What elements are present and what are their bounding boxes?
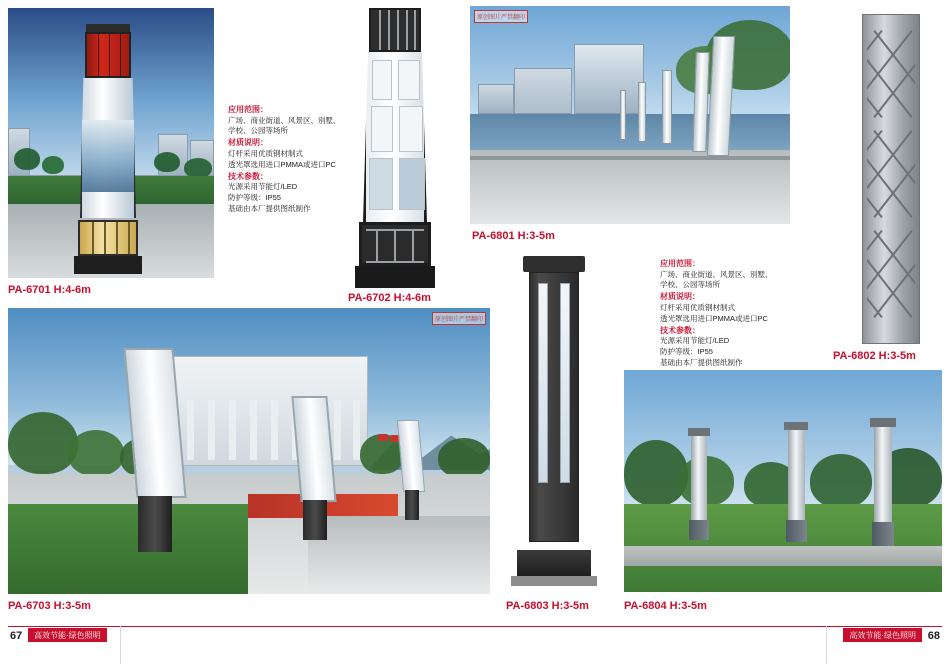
caption-pa-6701: PA-6701 H:4-6m	[8, 284, 91, 296]
spec-technical-line: 防护等级：IP55	[228, 193, 281, 203]
spec-technical-line: 防护等级：IP55	[660, 347, 713, 357]
lamp-pole	[138, 496, 172, 552]
caption-pa-6803: PA-6803 H:3-5m	[506, 600, 589, 612]
caption-pa-6804: PA-6804 H:3-5m	[624, 600, 707, 612]
tree	[810, 454, 872, 508]
footer-spine-mark	[120, 626, 121, 664]
lamp-head-grid	[87, 34, 129, 76]
spec-technical-line: 基础由本厂提供图纸制作	[228, 204, 311, 214]
lamp-pa-6703	[296, 396, 344, 536]
page-number-left: 67	[10, 630, 23, 642]
lamp-light-blade	[291, 396, 336, 502]
lamp-plinth	[511, 576, 597, 586]
lamp-pa-6802	[856, 14, 926, 344]
lamp-foot	[517, 550, 591, 578]
palm-tree	[154, 152, 180, 172]
lamp-base	[689, 520, 709, 540]
lamp-lower-lattice	[359, 222, 431, 266]
lamp-base	[355, 266, 435, 288]
lamp-panel	[399, 158, 425, 210]
lamp-column	[788, 430, 805, 528]
tree	[438, 438, 490, 478]
lamp-pa-6702	[355, 8, 435, 288]
spec-applications-line: 广场、商业街道、风景区、别墅、	[660, 269, 773, 279]
water	[470, 114, 790, 150]
page-number-right: 68	[927, 630, 940, 642]
lamp-pa-6803	[517, 256, 591, 586]
watermark: 原创图片严禁翻印	[474, 10, 528, 23]
lamp-pole	[405, 490, 419, 520]
lamp-panel	[399, 106, 423, 152]
lamp-pa-6804	[778, 422, 814, 552]
spec-materials-title: 材质说明：	[228, 138, 268, 148]
spec-applications-line: 学校、公园等场所	[660, 280, 720, 290]
lamp-base	[786, 520, 807, 542]
caption-pa-6801: PA-6801 H:3-5m	[472, 230, 555, 242]
spec-applications-line: 学校、公园等场所	[228, 126, 288, 136]
lamp-pa-6703	[128, 348, 192, 544]
lamp-light-strip	[538, 283, 548, 483]
lamp-cap	[86, 24, 130, 32]
watermark: 原创图片严禁翻印	[432, 312, 486, 325]
lamp-head	[688, 428, 710, 436]
lamp-light-blade	[123, 348, 186, 498]
footer-tag-left: 高效节能·绿色照明	[28, 628, 107, 642]
tree	[68, 430, 124, 476]
lamp-head	[784, 422, 808, 430]
palm-tree	[14, 148, 40, 170]
product-photo-pa-6804	[624, 370, 942, 592]
product-photo-pa-6701	[8, 8, 214, 278]
product-image-pa-6702	[345, 6, 445, 290]
lamp-pa-6804	[864, 418, 902, 554]
lamp-amber-base-light	[78, 220, 138, 256]
lamp-head	[870, 418, 896, 427]
lamp-lattice-pattern	[867, 19, 915, 339]
product-photo-pa-6703	[8, 308, 490, 594]
lamp-panel	[398, 60, 420, 100]
lamp-printed-panel	[82, 120, 134, 192]
lamp-pa-6801	[638, 82, 646, 142]
spec-applications-title: 应用范围：	[660, 259, 700, 268]
lamp-panel	[369, 158, 393, 210]
lamp-top-lattice	[369, 8, 421, 52]
lamp-base	[872, 522, 894, 546]
lamp-light-blade	[397, 420, 425, 492]
spec-materials-line: 透光罩选用进口PMMA或进口PC	[228, 159, 336, 169]
spec-technical-title: 技术参数：	[228, 171, 268, 181]
caption-pa-6802: PA-6802 H:3-5m	[833, 350, 916, 362]
spec-applications-title: 应用范围：	[228, 105, 268, 114]
lamp-column	[691, 436, 707, 528]
background-building	[514, 68, 572, 114]
spec-materials-title: 材质说明：	[660, 292, 700, 302]
pavement-line	[470, 156, 790, 160]
spec-materials-line: 灯杆采用优质钢材制式	[660, 302, 735, 312]
palm-tree	[184, 158, 212, 178]
lamp-light-body	[363, 52, 427, 222]
lamp-column	[529, 272, 579, 542]
lamp-pole	[303, 500, 327, 540]
product-image-pa-6802	[840, 6, 944, 346]
footer-tag-right: 高效节能·绿色照明	[843, 628, 922, 642]
spec-technical-line: 光源采用节能灯/LED	[660, 336, 730, 346]
background-building	[574, 44, 644, 114]
tree	[8, 412, 78, 474]
spec-technical-line: 光源采用节能灯/LED	[228, 182, 298, 192]
palm-tree	[42, 156, 64, 174]
background-building	[478, 84, 514, 114]
footer-spine-mark	[826, 626, 827, 664]
caption-pa-6702: PA-6702 H:4-6m	[348, 292, 431, 304]
spec-materials-line: 灯杆采用优质钢材制式	[228, 148, 303, 158]
product-photo-pa-6801	[470, 6, 790, 224]
lamp-red-head	[85, 32, 131, 78]
lamp-panel	[371, 106, 393, 152]
lamp-shaft	[862, 14, 920, 344]
lamp-head	[523, 256, 585, 272]
spec-technical-title: 技术参数：	[660, 325, 700, 335]
spec-block-right	[660, 258, 800, 369]
spec-applications-line: 广场、商业街道、风景区、别墅、	[228, 115, 341, 125]
spec-technical-line: 基础由本厂提供图纸制作	[660, 358, 743, 368]
lamp-column	[874, 427, 892, 531]
lamp-pa-6801	[620, 90, 626, 140]
promenade-pavement	[470, 150, 790, 224]
lamp-pa-6701	[70, 24, 146, 274]
caption-pa-6703: PA-6703 H:3-5m	[8, 600, 91, 612]
lamp-base	[74, 256, 142, 274]
product-image-pa-6803	[505, 250, 605, 592]
lamp-pa-6804	[682, 428, 716, 550]
spec-materials-line: 透光罩选用进口PMMA或进口PC	[660, 313, 768, 323]
lamp-light-strip	[560, 283, 570, 483]
lamp-pa-6801	[662, 70, 672, 144]
footer-rule	[8, 626, 942, 627]
lamp-pa-6703	[400, 420, 432, 524]
lamp-panel	[372, 60, 392, 100]
